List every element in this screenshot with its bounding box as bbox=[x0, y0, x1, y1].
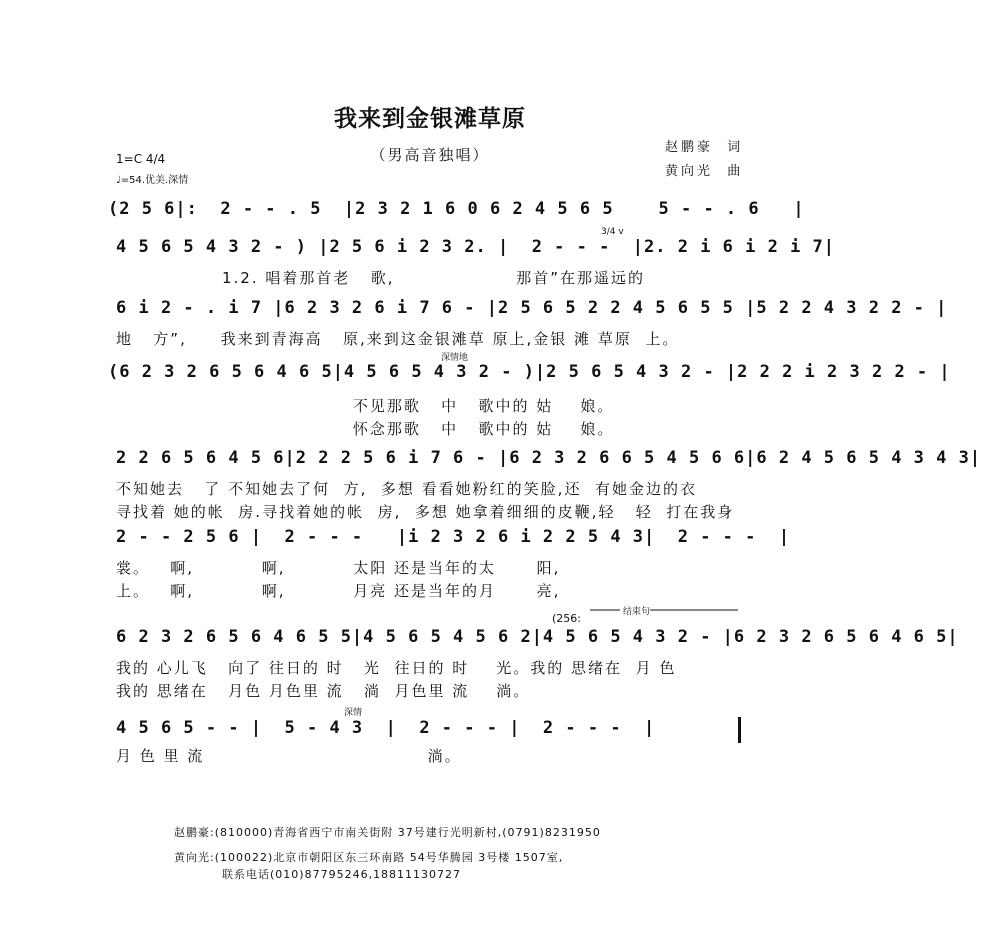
score-row-3: 6 i 2 - . i 7 |6 2 3 2 6 i 7 6 - |2 5 6 5 2 2 4 5 6 5 5 |5 2 2 4 3 2 2 - | bbox=[116, 298, 948, 318]
composer-credit: 黄向光 曲 bbox=[665, 164, 744, 179]
score-row-7: 6 2 3 2 6 5 6 4 6 5 5|4 5 6 5 4 5 6 2|4 5 6 5 4 3 2 - |6 2 3 2 6 5 6 4 6 5| bbox=[116, 627, 959, 647]
footer-line-1: 赵鹏豪:(810000)青海省西宁市南关街附 37号建行光明新村,(0791)8231950 bbox=[174, 826, 601, 839]
score-row-8: 4 5 6 5 - - | 5 - 4 3 | 2 - - - | 2 - - - | bbox=[116, 718, 656, 738]
page-title: 我来到金银滩草原 bbox=[334, 106, 526, 132]
coda-bracket: (256: bbox=[552, 612, 581, 625]
score-row-4: (6 2 3 2 6 5 6 4 6 5|4 5 6 5 4 3 2 - )|2 5 6 5 4 3 2 - |2 2 2 i 2 3 2 2 - | bbox=[108, 362, 951, 382]
footer-line-3: 联系电话(010)87795246,18811130727 bbox=[222, 868, 462, 881]
lyric-row-6a: 裳。 啊, 啊, 太阳 还是当年的太 阳, bbox=[116, 559, 561, 577]
footer-line-2: 黄向光:(100022)北京市朝阳区东三环南路 54号华腾园 3号楼 1507室, bbox=[174, 851, 564, 864]
page-subtitle: （男高音独唱） bbox=[370, 146, 490, 164]
lyric-row-8a: 月 色 里 流 淌。 bbox=[116, 747, 462, 765]
ending-bracket-line bbox=[590, 608, 740, 618]
lyric-row-6b: 上。 啊, 啊, 月亮 还是当年的月 亮, bbox=[116, 582, 561, 600]
score-row-5: 2 2 6 5 6 4 5 6|2 2 2 5 6 i 7 6 - |6 2 3 2 6 6 5 4 5 6 6|6 2 4 5 6 5 4 3 4 3| bbox=[116, 448, 981, 468]
lyric-row-4b: 怀念那歌 中 歌中的 姑 娘。 bbox=[116, 420, 615, 438]
lyric-row-5a: 不知她去 了 不知她去了何 方, 多想 看看她粉红的笑脸,还 有她金边的衣 bbox=[116, 480, 697, 498]
score-row-6: 2 - - 2 5 6 | 2 - - - |i 2 3 2 6 i 2 2 5 4 3| 2 - - - | bbox=[116, 527, 791, 547]
lyricist-credit: 赵鹏豪 词 bbox=[665, 140, 744, 155]
expression-shenqing-di: 深情地 bbox=[441, 353, 469, 363]
lyric-row-4a: 不见那歌 中 歌中的 姑 娘。 bbox=[116, 397, 615, 415]
score-row-2: 4 5 6 5 4 3 2 - ) |2 5 6 i 2 3 2. | 2 - - - |2. 2 i 6 i 2 i 7| bbox=[116, 237, 836, 257]
expression-shenqing: 深情 bbox=[344, 708, 363, 718]
fermata-mark: 3/4 v bbox=[601, 227, 624, 237]
ending-label: 结束句 bbox=[623, 607, 651, 617]
tempo-marking: ♩=54.优美.深情 bbox=[116, 175, 189, 186]
lyric-row-3a: 地 方”, 我来到青海高 原,来到这金银滩草 原上,金银 滩 草原 上。 bbox=[116, 330, 680, 348]
lyric-row-5b: 寻找着 她的帐 房.寻找着她的帐 房, 多想 她拿着细细的皮鞭,轻 轻 打在我身 bbox=[116, 503, 735, 521]
lyric-row-7b: 我的 思绪在 月色 月色里 流 淌 月色里 流 淌。 bbox=[116, 682, 531, 700]
key-signature: 1=C 4/4 bbox=[116, 152, 166, 166]
lyric-row-2a: 1.2. 唱着那首老 歌, 那首”在那遥远的 bbox=[222, 269, 646, 287]
final-barline bbox=[738, 717, 741, 743]
lyric-row-7a: 我的 心儿飞 向了 往日的 时 光 往日的 时 光。我的 思绪在 月 色 bbox=[116, 659, 677, 677]
score-row-1: (2 5 6|: 2 - - . 5 |2 3 2 1 6 0 6 2 4 5 6 5 5 - - . 6 | bbox=[108, 199, 805, 219]
